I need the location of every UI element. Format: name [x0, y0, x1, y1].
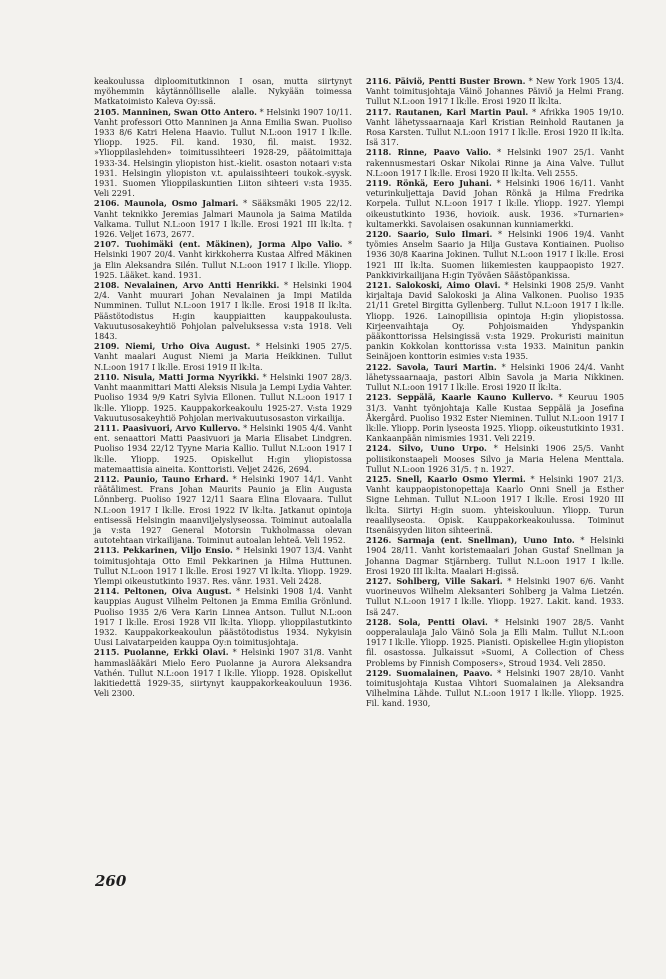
register-entry — [366, 474, 624, 535]
entry-heading: 2126. Sarmaja (ent. Snellman), Uuno Into. — [366, 535, 575, 546]
entry-text: * Helsinki 1907 28/3. Vanht maanmittari Matti Aleksis Nisula ja Lempi Lydia Vahter. Puoliso 1934 9/9 Katri Sylvia Ellonen. Tullut N.L:oon 1917 I lk:lle. Yliopp. 1925. Kauppakorkeakoulu 1925-27. V:sta 1929 Vakuutusosakeyhtiö Pohjolan merivakuutusosaston virkailija. — [94, 371, 352, 423]
register-entry — [366, 535, 624, 576]
entry-heading: 2120. Saario, Sulo Ilmari. — [366, 229, 493, 240]
entry-heading: 2116. Päiviö, Pentti Buster Brown. — [366, 76, 526, 86]
register-entry — [94, 280, 352, 341]
entry-heading: 2125. Snell, Kaarlo Osmo Ylermi. — [366, 473, 526, 484]
register-entry — [94, 423, 352, 474]
entry-heading: 2127. Sohlberg, Ville Sakari. — [366, 575, 503, 586]
register-entry — [94, 545, 352, 586]
entry-text: * Helsinki 1904 28/11. Vanht koristemaalari Johan Gustaf Snellman ja Johanna Dagmar Stjärnberg. Tullut N.L:oon 1917 I lk:lle. Erosi 1920 III lk:lta. Maalari H:gissä. — [366, 535, 624, 576]
entry-heading: 2105. Manninen, Swan Otto Antero. — [94, 106, 257, 117]
register-entry — [366, 392, 624, 443]
entry-heading: 2118. Rinne, Paavo Valio. — [366, 147, 492, 158]
register-entry — [366, 443, 624, 474]
entry-heading: 2117. Rautanen, Karl Martin Paul. — [366, 106, 529, 117]
register-entry — [366, 229, 624, 280]
register-entry — [94, 239, 352, 280]
entry-text: * Helsinki 1907 14/1. Vanht räätälimest. Frans Johan Maurits Paunio ja Elin Augusta Lönnberg. Puoliso 1927 12/11 Saara Elina Elovaara. Tullut N.L:oon 1917 I lk:lle. Erosi 1922 IV lk:lta. Jatkanut opintoja entisessä Helsingin maanviljelyslyseossa. Toiminut autoalalla ja v:sta 1927 General Motorsin Tukholmassa olevan autotehtaan virkailijana. Toiminut autoalan lehteä. Veli 1952. — [94, 473, 353, 546]
entry-heading: 2129. Suomalainen, Paavo. — [366, 667, 493, 678]
entry-heading: 2106. Maunola, Osmo Jalmari. — [94, 198, 239, 209]
entry-text: * Helsinki 1905 27/5. Vanht maalari August Niemi ja Maria Heikkinen. Tullut N.L:oon 1917 I lk:lle. Erosi 1919 II lk:lta. — [94, 341, 352, 372]
entry-text: * New York 1905 13/4. Vanht toimitusjohtaja Väinö Johannes Päiviö ja Helmi Frang. Tullut N.L:oon 1917 I lk:lle. Erosi 1920 II lk:lta. — [366, 76, 624, 107]
register-entry — [366, 178, 624, 229]
entry-heading: 2124. Silvo, Uuno Urpo. — [366, 443, 487, 454]
entry-text: * Helsinki 1907 21/3. Vanht kauppaopistonopettaja Kaarlo Onni Snell ja Esther Signe Lehman. Tullut N.L:oon 1917 I lk:lle. Erosi 1920 III lk:lta. Siirtyi H:gin suom. yhteiskouluun. Yliopp. Turun reaalilyseosta. Opisk. Kauppakorkeakoulussa. Toiminut Itsenäisyyden liiton sihteerinä. — [366, 473, 624, 535]
entry-text: * Helsinki 1907 31/8. Vanht hammaslääkäri Mielo Eero Puolanne ja Aurora Aleksandra Vathén. Tullut N.L:oon 1917 I lk:lle. Yliopp. 1928. Opiskellut lakitiedettä 1929-35, siirtynyt kauppakorkeakouluun 1936. Veli 2300. — [94, 647, 352, 699]
entry-heading: 2113. Pekkarinen, Viljo Ensio. — [94, 545, 233, 556]
entry-text: * Helsinki 1908 25/9. Vanht kirjaltaja David Salokoski ja Alina Valkonen. Puoliso 1935 21/11 Gretel Birgitta Gyllenberg. Tullut N.L:oon 1917 I lk:lle. Yliopp. 1926. Lainopillisia opintoja H:gin yliopistossa. Kirjeenvaihtaja Oy. Pohjoismaiden Yhdyspankin pääkonttorissa Helsingissä v:sta 1929. Prokuristi mainitun pankin Kokkolan konttorissa v:sta 1933. Mainitun pankin Seinäjoen konttorin esimies v:sta 1935. — [366, 280, 624, 362]
register-entry — [94, 372, 352, 423]
entry-text: * Helsinki 1906 16/11. Vanht veturinkuljettaja David Johan Rönkä ja Hilma Fredrika Korpela. Tullut N.L:oon 1917 I lk:lle. Yliopp. 1927. Ylempi oikeustutkinto 1936, hovioik. ausk. 1936. »Turnarien» kultamerkki. Savolaisen osakunnan kunniamerkki. — [366, 178, 624, 229]
entry-heading: 2128. Sola, Pentti Olavi. — [366, 616, 488, 627]
entry-text: * Helsinki 1905 4/4. Vanht ent. senaattori Matti Paasivuori ja Maria Elisabet Lindgren. Puoliso 1934 22/12 Tyyne Maria Kallio. Tullut N.L:oon 1917 I lk:lle. Yliopp. 1925. Opiskellut H:gin yliopistossa matemaattisia aineita. Konttoristi. Veljet 2426, 2694. — [94, 422, 352, 474]
register-entry — [366, 280, 624, 362]
entry-heading: 2123. Seppälä, Kaarle Kauno Kullervo. — [366, 392, 554, 403]
entry-heading: 2110. Nisula, Matti Jorma Nyyrikki. — [94, 371, 260, 382]
entry-heading: 2109. Niemi, Urho Oiva August. — [94, 341, 251, 352]
register-entry — [94, 341, 352, 372]
register-entry — [94, 647, 352, 698]
entry-text: * Helsinki 1906 19/4. Vanht työmies Anselm Saario ja Hilja Gustava Kontiainen. Puoliso 1936 30/8 Kaarina Jokinen. Tullut N.L:oon 1917 I lk:lle. Erosi 1921 III lk:lta. Suomen liikemiesten kauppaopisto 1927. Pankkivirkailijana H:gin Työväen Säästöpankissa. — [366, 229, 625, 280]
entry-text: * Helsinki 1907 25/1. Vanht rakennusmestari Oskar Nikolai Rinne ja Aina Valve. Tullut N.L:oon 1917 I lk:lle. Erosi 1920 II lk:lta. Veli 2555. — [366, 147, 624, 178]
register-entry — [366, 107, 624, 148]
entry-text: * Afrikka 1905 19/10. Vanht lähetyssaarnaaja Karl Kristian Reinhold Rautanen ja Rosa Karsten. Tullut N.L:oon 1917 I lk:lle. Erosi 1920 II lk:lta. Isä 317. — [366, 106, 624, 148]
entry-heading: 2119. Rönkä, Eero Juhani. — [366, 178, 492, 189]
entry-text: * Helsinki 1907 10/11. Vanht professori Otto Manninen ja Anna Emilia Swan. Puoliso 1933 8/6 Katri Helena Haavio. Tullut N.L:oon 1917 I lk:lle. Yliopp. 1925. Fil. kand. 1930, fil. maist. 1932. »Ylioppilaslehden» toimitussihteeri 1928-29, päätoimittaja 1933-34. Helsingin yliopiston hist.-kielit. osaston notaari v:sta 1931. Helsingin yliopiston v.t. apulaissihteeri toukok.-syysk. 1931. Suomen Ylioppilaskuntien Liiton sihteeri v:sta 1935. Veli 2291. — [94, 106, 352, 199]
entry-text: * Helsinki 1906 25/5. Vanht poliisikonstaapeli Mooses Silvo ja Maria Helena Menttala. Tullut N.L:oon 1926 31/5. † n. 1927. — [366, 443, 624, 474]
register-entry — [366, 617, 624, 668]
page-number: 260 — [95, 872, 127, 890]
register-entry — [94, 107, 352, 199]
register-entry — [94, 198, 352, 239]
entry-heading: 2114. Peltonen, Oiva August. — [94, 586, 232, 597]
entry-text: * Helsinki 1907 6/6. Vanht vuorineuvos Wilhelm Aleksanteri Sohlberg ja Valma Lietzén. Tullut N.L:oon 1917 I lk:lle. Yliopp. 1927. Lakit. kand. 1933. Isä 247. — [366, 575, 624, 617]
entry-heading: 2122. Savola, Tauri Martin. — [366, 361, 497, 372]
entry-heading: 2111. Paasivuori, Arvo Kullervo. — [94, 422, 241, 433]
entry-heading: 2121. Salokoski, Aimo Olavi. — [366, 280, 501, 291]
register-entry — [366, 76, 624, 107]
entry-heading: 2107. Tuohimäki (ent. Mäkinen), Jorma Alpo Valio. — [94, 239, 343, 250]
entry-text: * Helsinki 1904 2/4. Vanht muurari Johan Nevalainen ja Impi Matilda Numminen. Tullut N.L:oon 1917 I lk:lle. Erosi 1918 II lk:lta. Päästötodistus H:gin kauppiaitten kauppakoulusta. Vakuutusosakeyhtiö Pohjolan palveluksessa v:sta 1918. Veli 1843. — [94, 280, 352, 342]
right-column — [366, 76, 624, 709]
entry-text: * Helsinki 1907 28/10. Vanht toimitusjohtaja Kustaa Vihtori Suomalainen ja Aleksandra Vilhelmina Lähde. Tullut N.L:oon 1917 I lk:lle. Yliopp. 1925. Fil. kand. 1930, — [366, 667, 624, 709]
entry-heading: 2108. Nevalainen, Arvo Antti Henrikki. — [94, 280, 280, 291]
left-column — [94, 76, 352, 698]
entry-text: keakoulussa diploomitutkinnon I osan, mutta siirtynyt myöhemmin käytännölliselle alalle. Nykyään toimessa Matkatoimisto Kaleva Oy:ssä. — [94, 76, 352, 107]
register-entry — [366, 668, 624, 709]
entry-heading: 2115. Puolanne, Erkki Olavi. — [94, 647, 229, 658]
register-entry — [366, 362, 624, 393]
entry-heading: 2112. Paunio, Tauno Erhard. — [94, 473, 229, 484]
entry-text: * Helsinki 1908 1/4. Vanht kauppias August Vilhelm Peltonen ja Emma Emilia Grönlund. Puoliso 1935 2/6 Vera Karin Linnea Antson. Tullut N.L:oon 1917 I lk:lle. Erosi 1928 VII lk:lta. Yliopp. ylioppilastutkinto 1932. Kauppakorkeakoulun päästötodistus 1934. Nykyisin Uusi Laivatarpeiden kauppa Oy:n toimitusjohtaja. — [94, 586, 352, 648]
register-entry — [94, 76, 352, 107]
entry-text: * Keuruu 1905 31/3. Vanht työnjohtaja Kalle Kustaa Seppälä ja Josefina Åkergård. Puoliso 1932 Ester Nieminen. Tullut N.L:oon 1917 I lk:lle. Yliopp. Porin lyseosta 1925. Yliopp. oikeustutkinto 1931. Kankaanpään nimismies 1931. Veli 2219. — [366, 392, 624, 444]
entry-text: * Helsinki 1907 20/4. Vanht kirkkoherra Kustaa Alfred Mäkinen ja Elin Aleksandra Silén. Tullut N.L:oon 1917 I lk:lle. Yliopp. 1925. Lääket. kand. 1931. — [94, 239, 352, 280]
register-entry — [94, 586, 352, 647]
entry-text: * Helsinki 1907 13/4. Vanht toimitusjohtaja Otto Emil Pekkarinen ja Hilma Huttunen. Tullut N.L:oon 1917 I lk:lle. Erosi 1927 VI lk:lta. Yliopp. 1929. Ylempi oikeustutkinto 1937. Res. vänr. 1931. Veli 2428. — [94, 545, 352, 586]
register-entry — [94, 474, 352, 545]
entry-text: * Helsinki 1906 24/4. Vanht lähetyssaarnaaja, pastori Albin Savola ja Maria Nikkinen. Tullut N.L:oon 1917 I lk:lle. Erosi 1920 II lk:lta. — [366, 361, 624, 393]
register-entry — [366, 576, 624, 617]
entry-text: * Helsinki 1907 28/5. Vanht oopperalaulaja Jalo Väinö Sola ja Elli Malm. Tullut N.L:oon 1917 I lk:lle. Yliopp. 1925. Pianisti. Opiskellee H:gin yliopiston fil. osastossa. Julkaissut »Suomi, A Collection of Chess Problems by Finnish Composers», Stroud 1934. Veli 2850. — [366, 616, 624, 668]
register-entry — [366, 147, 624, 178]
entry-text: * Sääksmäki 1905 22/12. Vanht teknikko Jeremias Jalmari Maunola ja Saima Matilda Valkama. Tullut N.L:oon 1917 I lk:lle. Erosi 1921 III lk:lta. † 1926. Veljet 1673, 2677. — [94, 198, 352, 240]
